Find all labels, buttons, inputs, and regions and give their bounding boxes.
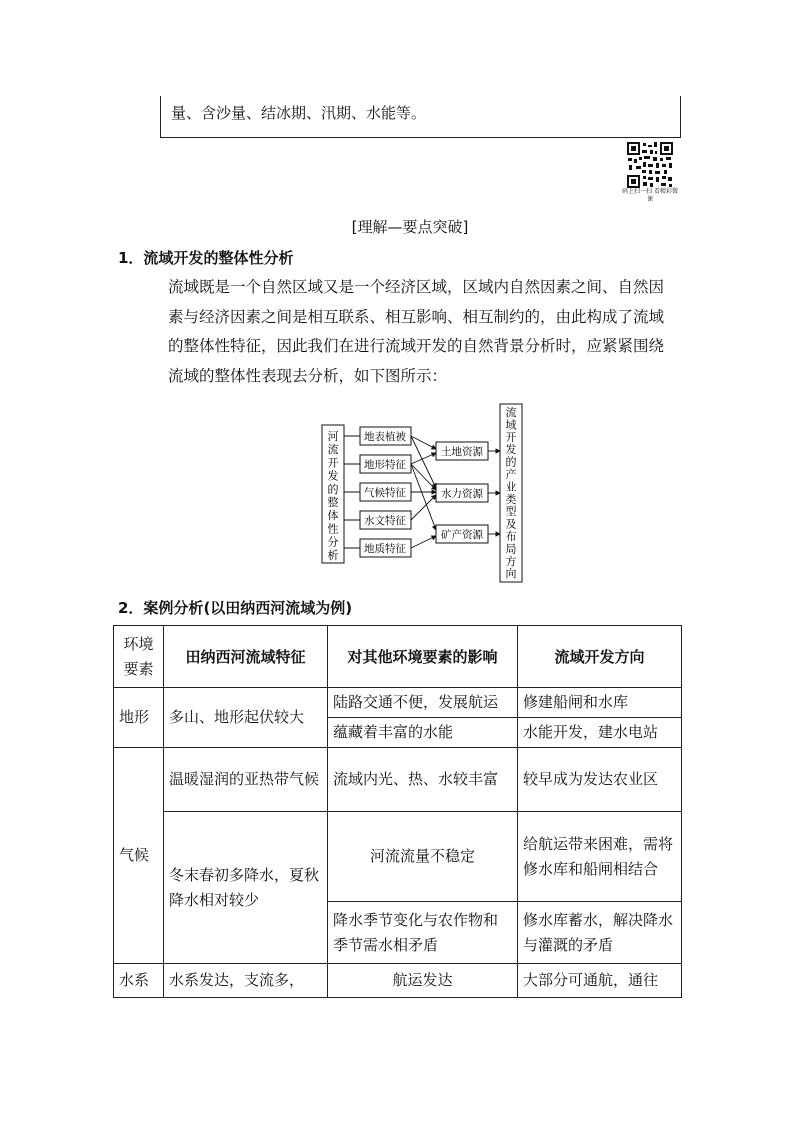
row-label: 气候: [114, 748, 164, 964]
top-text-box: [160, 96, 681, 138]
diagram-right-label: 流域开发的产业类型及布局方向: [505, 406, 517, 581]
heading-1: 1．流域开发的整体性分析: [118, 249, 294, 267]
table-cell: 给航运带来困难，需将修水库和船闸相结合: [518, 812, 682, 902]
table-cell: 多山、地形起伏较大: [164, 688, 328, 748]
diagram-left-label: 河流开发的整体性分析: [327, 430, 339, 562]
table-cell: 降水季节变化与农作物和季节需水相矛盾: [328, 902, 518, 964]
table-header: 对其他环境要素的影响: [328, 626, 518, 688]
qr-caption: 码上扫一扫 看精彩微课: [622, 188, 678, 203]
factor-label: 气候特征: [364, 487, 406, 499]
diagram-resources: [436, 442, 488, 543]
table-cell: 流域内光、热、水较丰富: [328, 748, 518, 812]
paragraph-line: 流域的整体性表现去分析，如下图所示：: [168, 366, 448, 385]
table-cell: 蕴藏着丰富的水能: [328, 718, 518, 748]
table-header: 流域开发方向: [518, 626, 682, 688]
table-header: 环境要素: [114, 626, 164, 688]
table-cell: 航运发达: [328, 964, 518, 998]
case-analysis-table: [113, 625, 682, 998]
paragraph-line: 的整体性特征，因此我们在进行流域开发的自然背景分析时，应紧紧围绕: [168, 337, 665, 355]
table-cell: 水能开发，建水电站: [518, 718, 682, 748]
diagram-factors: [360, 427, 411, 557]
paragraph-line: 流域既是一个自然区域又是一个经济区域，区域内自然因素之间、自然因: [168, 278, 665, 296]
basin-analysis-diagram: [318, 400, 528, 586]
table-cell: 温暖湿润的亚热带气候: [164, 748, 328, 812]
paragraph-line: 素与经济因素之间是相互联系、相互影响、相互制约的，由此构成了流域: [168, 307, 665, 326]
qr-code-icon[interactable]: [626, 141, 674, 189]
resource-label: 土地资源: [441, 446, 483, 458]
table-cell: 河流流量不稳定: [328, 812, 518, 902]
table-cell: 陆路交通不便，发展航运: [328, 688, 518, 718]
table-cell: 大部分可通航，通往: [518, 964, 682, 998]
factor-label: 地表植被: [364, 431, 406, 443]
resource-label: 矿产资源: [441, 529, 483, 541]
factor-label: 水文特征: [364, 515, 406, 527]
paragraph-1: [168, 273, 680, 391]
table-cell: 冬末春初多降水，夏秋降水相对较少: [164, 812, 328, 964]
factor-label: 地形特征: [364, 459, 406, 471]
factor-label: 地质特征: [364, 543, 406, 555]
table-cell: 水系发达，支流多，: [164, 964, 328, 998]
section-title: [理解—要点突破]: [351, 218, 469, 236]
table-cell: 较早成为发达农业区: [518, 748, 682, 812]
top-box-text: 量、含沙量、结冰期、汛期、水能等。: [171, 104, 427, 122]
heading-2: 2．案例分析(以田纳西河流域为例): [118, 599, 353, 617]
resource-label: 水力资源: [441, 488, 483, 500]
row-label: 水系: [114, 964, 164, 998]
table-cell: 修水库蓄水，解决降水与灌溉的矛盾: [518, 902, 682, 964]
table-header: 田纳西河流域特征: [164, 626, 328, 688]
row-label: 地形: [114, 688, 164, 748]
table-cell: 修建船闸和水库: [518, 688, 682, 718]
